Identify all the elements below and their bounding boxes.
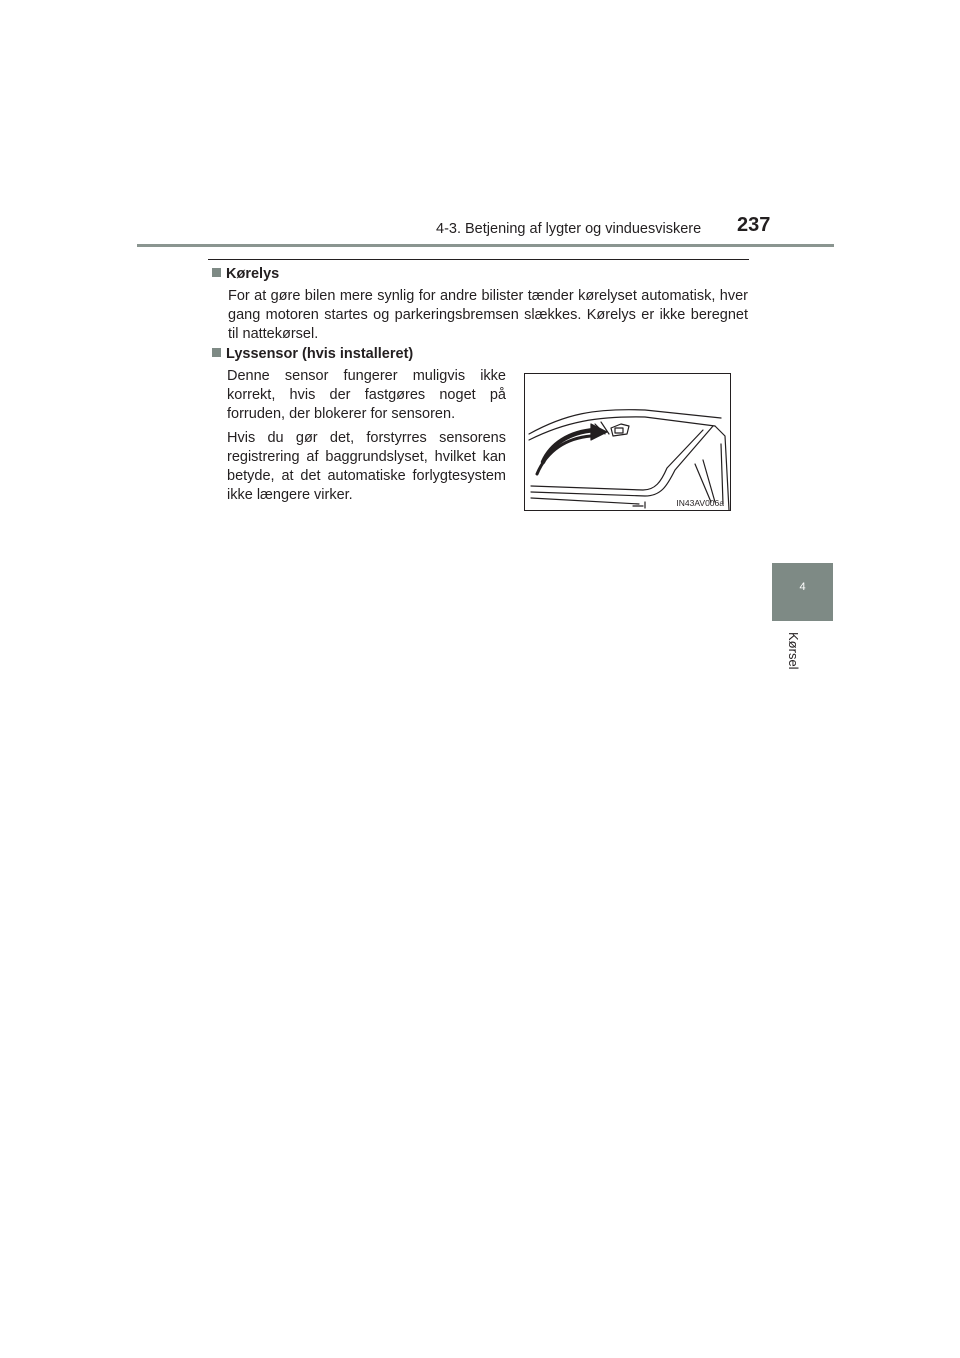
chapter-number: 4 [799,581,806,593]
heading-square-icon [212,268,221,277]
chapter-tab [772,563,833,621]
section-heading-lyssensor [212,346,413,362]
paragraph-korelys: For at gøre bilen mere synlig for andre bilister tænder kørelyset automatisk, hver gang motoren startes og parkeringsbremsen slækkes. Kørelys er ikke beregnet til nattekørsel. [228,288,748,342]
section-heading-korelys [212,266,279,282]
heading-square-icon [212,348,221,357]
running-header-title: 4-3. Betjening af lygter og vinduesviskere [436,221,702,237]
section-heading-text: Lyssensor (hvis installeret) [226,346,414,362]
figure-code: IN43AV006a [676,498,724,508]
paragraph-sensor-2: Hvis du gør det, forstyrres sensorens registrering af baggrundslyset, hvilket kan betyde, at det automatiske forlygtesystem ikke længere virker. [227,430,506,503]
section-heading-text: Kørelys [226,266,280,282]
header-divider [137,244,834,247]
windshield-sensor-figure [524,373,731,511]
chapter-label: Kørsel [786,632,801,670]
paragraph-sensor-1: Denne sensor fungerer muligvis ikke korrekt, hvis der fastgøres noget på forruden, der blokerer for sensoren. [227,368,506,422]
windshield-light-sensor-illustration-icon [525,374,731,511]
content-top-rule [208,259,749,260]
page-number: 237 [737,214,771,236]
